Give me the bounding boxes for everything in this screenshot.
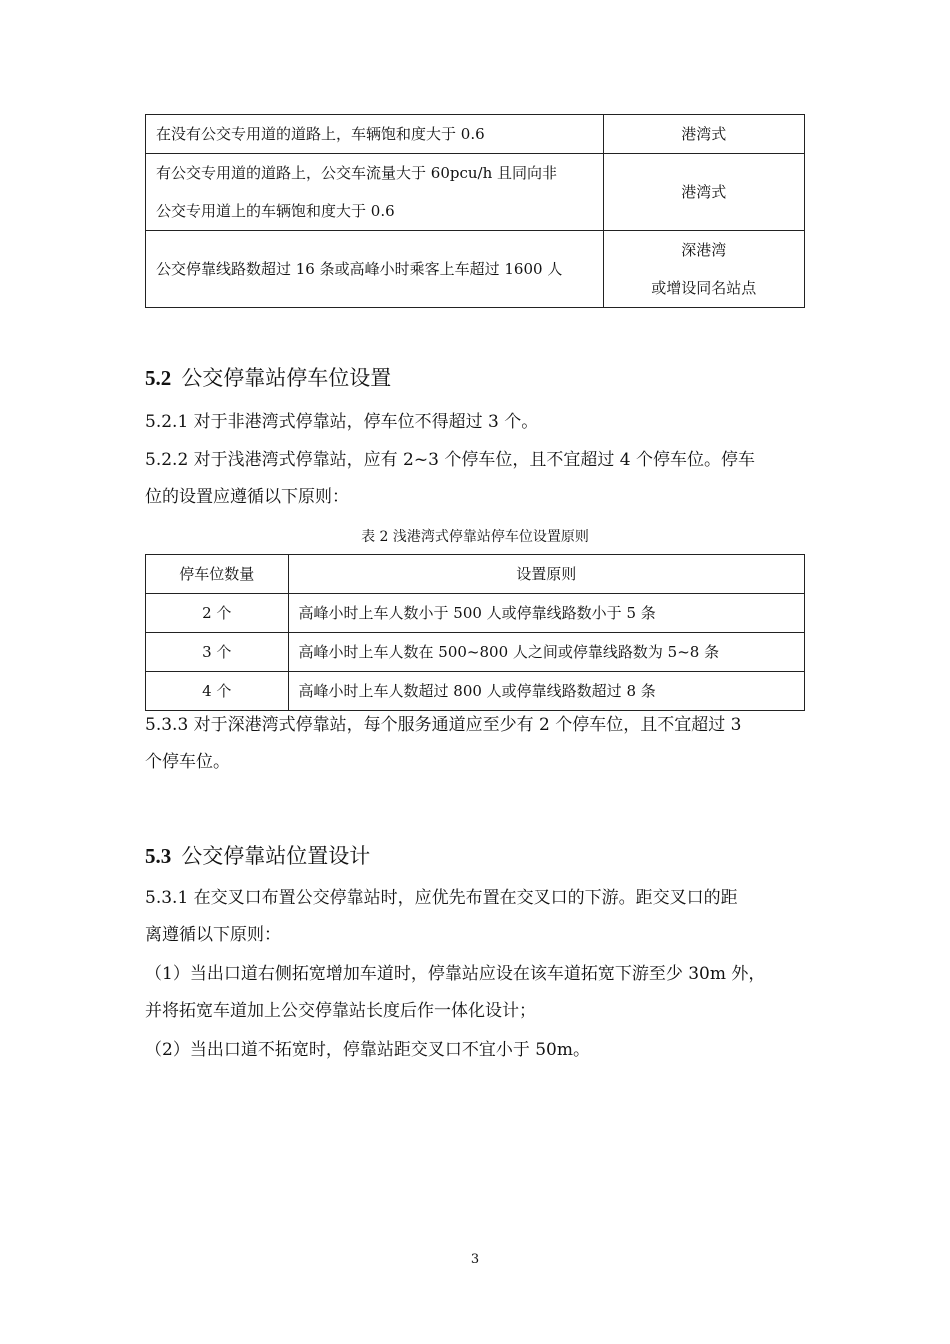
paragraph-line: 离遵循以下原则： xyxy=(145,925,281,945)
rule-cell: 高峰小时上车人数在 500~800 人之间或停靠线路数为 5~8 条 xyxy=(288,633,804,672)
paragraph-5-2-1: 5.2.1 对于非港湾式停靠站，停车位不得超过 3 个。 xyxy=(145,412,539,432)
section-number: 5.2 xyxy=(145,366,172,390)
section-title: 公交停靠站位置设计 xyxy=(181,844,371,868)
condition-cell: 在没有公交专用道的道路上，车辆饱和度大于 0.6 xyxy=(146,115,604,154)
type-cell: 港湾式 xyxy=(603,115,804,154)
bay-type-table xyxy=(145,114,805,308)
section-number: 5.3 xyxy=(145,844,172,868)
column-header: 停车位数量 xyxy=(146,555,289,594)
type-line: 或增设同名站点 xyxy=(651,279,757,297)
rule-cell: 高峰小时上车人数超过 800 人或停靠线路数超过 8 条 xyxy=(288,672,804,711)
paragraph-line: 5.3.3 对于深港湾式停靠站，每个服务通道应至少有 2 个停车位，且不宜超过 3 xyxy=(145,715,742,735)
column-header: 设置原则 xyxy=(288,555,804,594)
rule-cell: 高峰小时上车人数小于 500 人或停靠线路数小于 5 条 xyxy=(288,594,804,633)
paragraph-5-3-1 xyxy=(145,880,807,954)
type-line: 深港湾 xyxy=(681,241,727,259)
type-cell xyxy=(603,231,804,308)
paragraph-line: 位的设置应遵循以下原则： xyxy=(145,487,349,507)
condition-cell: 公交停靠线路数超过 16 条或高峰小时乘客上车超过 1600 人 xyxy=(146,231,604,308)
condition-line: 公交专用道上的车辆饱和度大于 0.6 xyxy=(156,202,395,220)
table-row xyxy=(146,231,805,308)
count-cell: 3 个 xyxy=(146,633,289,672)
table-row xyxy=(146,594,805,633)
page-number: 3 xyxy=(470,1252,480,1267)
condition-cell xyxy=(146,154,604,231)
section-heading-5-3 xyxy=(145,840,370,870)
table-row xyxy=(146,115,805,154)
paragraph-5-3-3 xyxy=(145,707,807,781)
section-title: 公交停靠站停车位设置 xyxy=(181,366,392,390)
table-header-row xyxy=(146,555,805,594)
paragraph-line: 5.3.1 在交叉口布置公交停靠站时，应优先布置在交叉口的下游。距交叉口的距 xyxy=(145,888,738,908)
paragraph-line: 并将拓宽车道加上公交停靠站长度后作一体化设计； xyxy=(145,1001,536,1021)
paragraph-line: 个停车位。 xyxy=(145,752,230,772)
parking-spaces-table xyxy=(145,554,805,711)
paragraph-item-1 xyxy=(145,956,807,1030)
paragraph-item-2: （2）当出口道不拓宽时，停靠站距交叉口不宜小于 50m。 xyxy=(145,1040,590,1060)
paragraph-line: （1）当出口道右侧拓宽增加车道时，停靠站应设在该车道拓宽下游至少 30m 外， xyxy=(145,964,766,984)
table-row xyxy=(146,154,805,231)
section-heading-5-2 xyxy=(145,362,391,392)
paragraph-5-2-2 xyxy=(145,442,807,516)
type-cell: 港湾式 xyxy=(603,154,804,231)
paragraph-line: 5.2.2 对于浅港湾式停靠站，应有 2~3 个停车位，且不宜超过 4 个停车位。停车 xyxy=(145,450,755,470)
count-cell: 2 个 xyxy=(146,594,289,633)
table-row xyxy=(146,672,805,711)
table-row xyxy=(146,633,805,672)
count-cell: 4 个 xyxy=(146,672,289,711)
table-caption: 表 2 浅港湾式停靠站停车位设置原则 xyxy=(361,529,589,545)
condition-line: 有公交专用道的道路上，公交车流量大于 60pcu/h 且同向非 xyxy=(156,164,558,182)
